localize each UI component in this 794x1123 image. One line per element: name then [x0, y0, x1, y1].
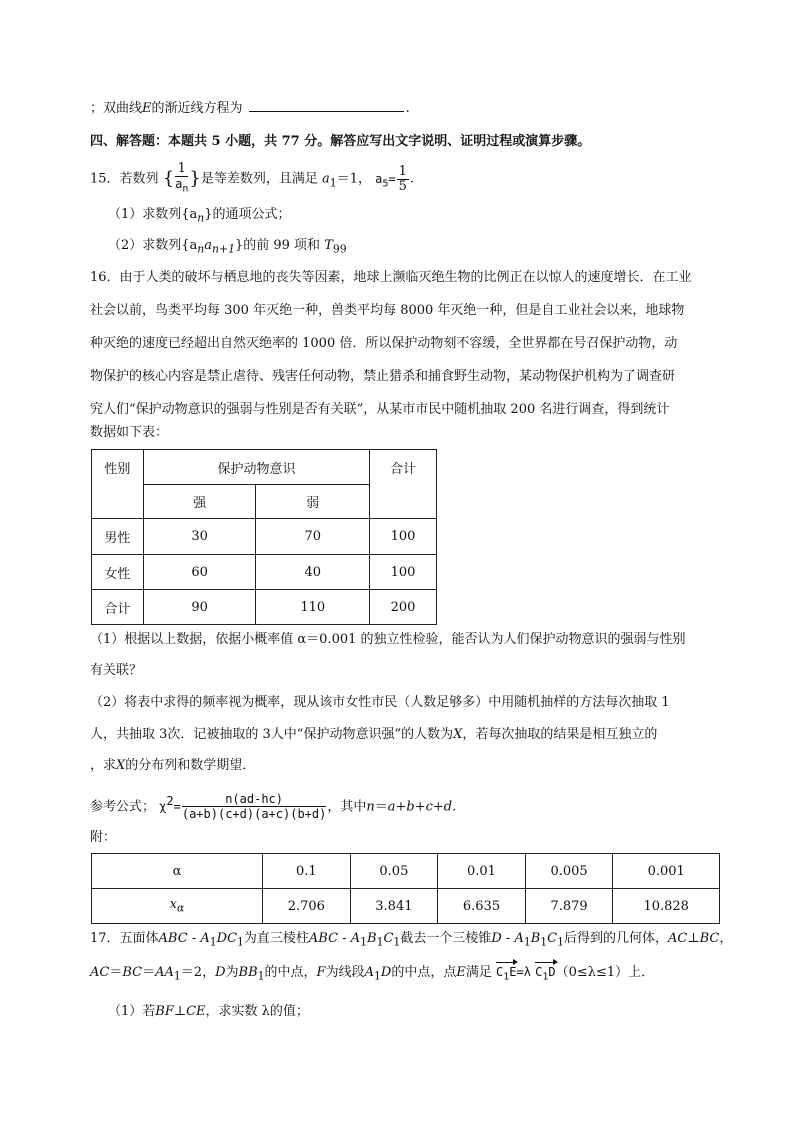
text: （2）求数列{a [108, 238, 198, 253]
text: F [316, 965, 326, 980]
numerator: n(ad-hc) [182, 792, 327, 807]
text: 1 [257, 969, 265, 983]
question-17-line-2 [90, 962, 654, 987]
text: ，求 [90, 758, 117, 773]
text: n+1 [212, 242, 235, 256]
cell: α [92, 854, 263, 889]
text: 99 [332, 242, 347, 256]
text: AA [155, 965, 174, 980]
text: 满足 [465, 965, 492, 980]
contingency-table [91, 449, 437, 625]
denominator: 5 [398, 178, 407, 194]
question-17-line-1 [90, 929, 732, 953]
text: = [388, 171, 396, 186]
header-strong: 强 [143, 485, 256, 519]
text: - [187, 931, 201, 946]
text: x [169, 897, 178, 913]
table-row [92, 555, 437, 590]
text: a [204, 238, 213, 253]
numerator: 1 [175, 162, 188, 177]
cell: 0.001 [613, 854, 720, 889]
text: n [182, 183, 189, 195]
text: 为线段 [325, 965, 365, 980]
text: 1 [503, 971, 510, 983]
text: 1 [542, 971, 549, 983]
question-16-line: 物保护的核心内容是禁止虐待、残害任何动物，禁止猎杀和捕食野生动物，某动物保护机构为了调查研 [90, 369, 676, 384]
text: - [338, 931, 351, 946]
cell: 100 [370, 555, 437, 590]
text: 1 [173, 969, 181, 983]
text: 1 [540, 935, 548, 949]
text: AC [90, 965, 110, 980]
text: CE [186, 1004, 206, 1019]
text: =λ [516, 965, 531, 979]
text: D [548, 965, 556, 979]
question-16-part-2: （2）将表中求得的频率视为概率，现从该市女性市民（人数足够多）中用随机抽样的方法每次抽取 1 [90, 695, 670, 710]
question-16-part-2-cont [90, 725, 657, 745]
text: E [456, 965, 466, 980]
text: 若数列 [119, 171, 159, 187]
cell: 2.706 [263, 889, 351, 924]
text: 为 [225, 965, 239, 980]
text: 的分布列和数学期望． [125, 758, 256, 773]
cell: 30 [143, 519, 256, 555]
cell: 男性 [92, 519, 144, 555]
text: n [366, 799, 375, 815]
text: - [501, 931, 515, 946]
cell: 60 [143, 555, 256, 590]
section-heading: 四、解答题：本题共 5 小题，共 77 分。解答应写出文字说明、证明过程或演算步骤。 [90, 134, 591, 149]
text: C [495, 965, 504, 979]
text: ＝2， [180, 965, 216, 980]
text: ，若每次抽取的结果是相互独立的 [462, 727, 658, 742]
text: X [453, 727, 463, 742]
text: AC [668, 931, 688, 946]
cell [92, 889, 263, 924]
a5 [375, 171, 396, 190]
text: n [197, 242, 205, 256]
text: α [177, 901, 185, 915]
text: 的中点， [264, 965, 317, 980]
text: a [375, 171, 383, 186]
text: X [116, 758, 126, 773]
text: 为直三棱柱 [243, 931, 309, 946]
header-awareness: 保护动物意识 [143, 450, 369, 485]
text: . [409, 171, 415, 187]
appendix-label: 附： [90, 830, 117, 845]
text: . [405, 101, 410, 116]
header-weak: 弱 [256, 485, 370, 519]
text: 1 [523, 935, 531, 949]
vector-c1e [496, 962, 517, 987]
critical-value-table [91, 853, 720, 924]
text: C [547, 931, 558, 946]
text: T [324, 238, 333, 253]
denominator: (a+b)(c+d)(a+c)(b+d) [181, 807, 327, 822]
text: 1 [360, 935, 368, 949]
text: ＝ [374, 799, 388, 815]
text: BB [238, 965, 258, 980]
cell: 6.635 [438, 889, 526, 924]
cell: 0.1 [263, 854, 351, 889]
text: C [383, 931, 394, 946]
text: . [452, 799, 457, 815]
text: 17．五面体 [90, 931, 159, 946]
text: 1 [557, 935, 565, 949]
question-16-line: 究人们“保护动物意识的强弱与性别是否有关联”，从某市市民中随机抽取 200 名进行调查，得到统计 [90, 402, 670, 417]
cell: 110 [256, 590, 370, 625]
table-row [92, 590, 437, 625]
text: A [200, 931, 210, 946]
cell: 女性 [92, 555, 144, 590]
text: χ [159, 799, 167, 814]
text: 1 [393, 935, 401, 949]
cell: 90 [143, 590, 256, 625]
text: }的通项公式； [204, 207, 291, 222]
question-16-line: 16．由于人类的破坏与栖息地的丧失等因素，地球上濒临灭绝生物的比例正在以惊人的速度增长．在工业 [90, 270, 692, 285]
cell: 0.05 [350, 854, 438, 889]
text: 1 [237, 935, 244, 949]
text: A [350, 931, 361, 946]
cell: 40 [256, 555, 370, 590]
text: 后得到的几何体， [564, 931, 669, 946]
question-15-part-2 [108, 236, 347, 260]
cell: 10.828 [613, 889, 720, 924]
header-gender: 性别 [92, 450, 144, 519]
text: BC [699, 931, 720, 946]
text: } [189, 168, 201, 190]
question-16-line: 社会以前，鸟类平均每 300 年灭绝一种，兽类平均每 8000 年灭绝一种，但是自工业社会以来，地球物 [90, 303, 685, 318]
question-16-part-1: （1）根据以上数据，依据小概率值 α＝0.001 的独立性检验，能否认为人们保护动物意识的强弱与性别 [90, 632, 686, 647]
denominator [175, 177, 188, 196]
question-16-line: 数据如下表： [90, 425, 169, 440]
text: 1 [329, 176, 337, 190]
text: }的前 99 项和 [234, 238, 321, 253]
chi-square-fraction [182, 792, 327, 821]
text: 截去一个三棱锥 [400, 931, 492, 946]
fraction [397, 165, 409, 194]
text: 的中点，点 [391, 965, 457, 980]
text: BC [122, 965, 143, 980]
text: BF [155, 1004, 174, 1019]
question-17-part-1 [108, 1002, 309, 1022]
text: a [175, 177, 183, 191]
reference-formula [90, 784, 456, 824]
question-number: 15． [90, 171, 120, 187]
text: ＝ [109, 965, 123, 980]
text: ＝ [142, 965, 156, 980]
text: 是等差数列，且满足 [200, 171, 318, 187]
cell: 合计 [92, 590, 144, 625]
text: D [491, 931, 502, 946]
text: ⊥ [687, 931, 700, 946]
text: DC [216, 931, 238, 946]
cell: 100 [370, 519, 437, 555]
text: a [322, 171, 330, 187]
text: 人，共抽取 3次．记被抽取的 3人中“保护动物意识强”的人数为 [90, 727, 454, 742]
table-row [92, 889, 720, 924]
text: D [380, 965, 392, 980]
question-16-line: 种灭绝的速度已经超出自然灭绝率的 1000 倍．所以保护动物刻不容缓，全世界都在号召保护动物，动 [90, 336, 678, 351]
vector-c1d [535, 962, 556, 987]
hyperbola-asymptote-line [90, 99, 410, 119]
text: B [530, 931, 541, 946]
text: 5 [382, 178, 389, 190]
text: E [142, 101, 152, 116]
text: ， [719, 931, 733, 946]
cell: 0.01 [438, 854, 526, 889]
text: ⊥ [173, 1004, 187, 1019]
text: C [535, 965, 543, 979]
text: （0≤λ≤1）上． [555, 965, 655, 980]
question-15-part-1 [108, 205, 291, 229]
text: A [514, 931, 524, 946]
text: 参考公式； [90, 799, 156, 815]
text: 的渐近线方程为 [151, 101, 243, 116]
cell: 7.879 [525, 889, 613, 924]
text: ABC [158, 931, 188, 946]
text: B [367, 931, 377, 946]
text: （1）求数列{a [108, 207, 198, 222]
question-15 [90, 162, 414, 198]
question-16-part-1-cont: 有关联？ [90, 663, 143, 678]
text: ，求实数 λ的值； [205, 1004, 309, 1019]
text: = [173, 799, 181, 814]
text: a+b+c+d [387, 799, 453, 815]
text: n [197, 211, 205, 225]
text: ，其中 [327, 799, 367, 815]
text: ABC [308, 931, 339, 946]
text: 1 [373, 969, 381, 983]
text: 1 [209, 935, 217, 949]
text: E [509, 965, 517, 979]
question-16-part-2-cont [90, 756, 255, 776]
fraction [175, 162, 188, 196]
text: D [215, 965, 226, 980]
text: ＝1， [336, 171, 371, 187]
text: A [364, 965, 374, 980]
text: 2 [166, 794, 174, 808]
table-row [92, 854, 720, 889]
answer-blank[interactable] [249, 99, 404, 112]
text: （1）若 [108, 1004, 156, 1019]
cell: 70 [256, 519, 370, 555]
cell: 0.005 [525, 854, 613, 889]
cell: 3.841 [350, 889, 438, 924]
text: 1 [376, 935, 384, 949]
numerator: 1 [398, 163, 407, 179]
text: ；双曲线 [90, 101, 143, 116]
table-row [92, 519, 437, 555]
cell: 200 [370, 590, 437, 625]
header-total: 合计 [370, 450, 437, 519]
text: { [162, 168, 175, 190]
